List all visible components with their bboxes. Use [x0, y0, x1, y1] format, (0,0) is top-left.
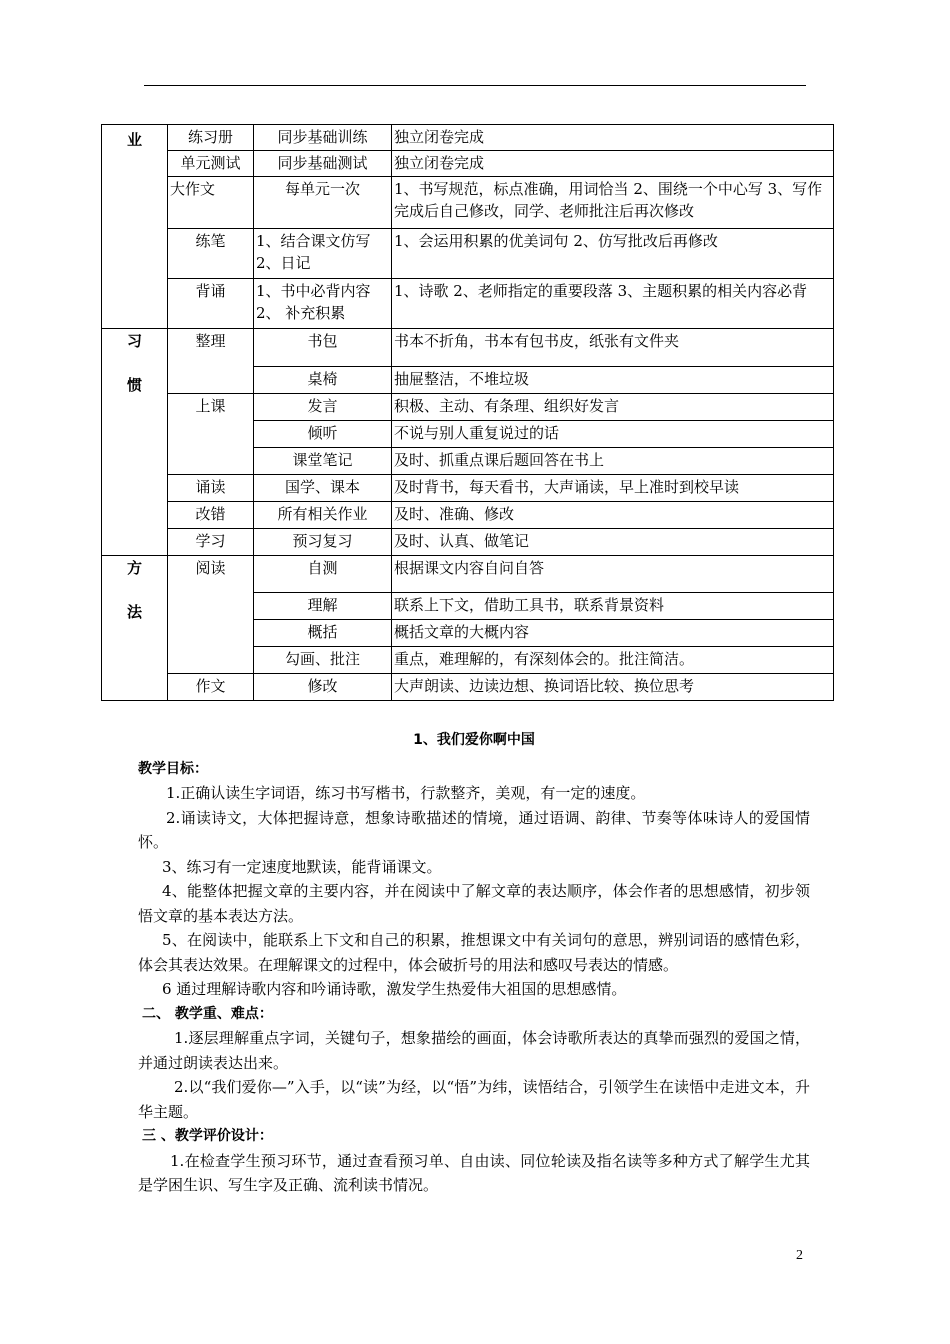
- table-cell: 倾听: [254, 421, 392, 448]
- section-char: 业: [126, 131, 142, 149]
- key-points-heading: 二、 教学重、难点：: [142, 1005, 273, 1022]
- goal-item: 4、能整体把握文章的主要内容，并在阅读中了解文章的表达顺序，体会作者的思想感情，初步领悟文章的基本表达方法。: [138, 882, 810, 925]
- goal-item: 6 通过理解诗歌内容和吟诵诗歌，激发学生热爱伟大祖国的思想感情。: [162, 980, 627, 998]
- table-cell: 修改: [254, 674, 392, 701]
- table-cell: 抽屉整洁，不堆垃圾: [392, 367, 834, 394]
- section-label-homework: [102, 125, 168, 329]
- table-cell: 及时、准确、修改: [392, 502, 834, 529]
- table-row: [102, 151, 834, 177]
- table-cell: 整理: [168, 329, 254, 394]
- header-rule: [144, 85, 806, 86]
- table-cell: 课堂笔记: [254, 448, 392, 475]
- table-cell: 及时、抓重点课后题回答在书上: [392, 448, 834, 475]
- table-cell: 学习: [168, 529, 254, 556]
- table-row: [102, 529, 834, 556]
- table-cell: 单元测试: [168, 151, 254, 177]
- table-cell: 上课: [168, 394, 254, 475]
- page-number: 2: [796, 1248, 803, 1263]
- table-cell: 大声朗读、边读边想、换词语比较、换位思考: [392, 674, 834, 701]
- table-cell: 阅读: [168, 556, 254, 674]
- table-row: [102, 125, 834, 151]
- table-cell: 概括文章的大概内容: [392, 620, 834, 647]
- table-cell: 概括: [254, 620, 392, 647]
- evaluation-heading: 三 、教学评价设计：: [142, 1128, 273, 1144]
- table-cell: 发言: [254, 394, 392, 421]
- table-cell: 所有相关作业: [254, 502, 392, 529]
- table-cell: 书本不折角，书本有包书皮，纸张有文件夹: [392, 329, 834, 367]
- table-row: [102, 229, 834, 279]
- key-point-item: 2.以“我们爱你—”入手，以“读”为经，以“悟”为纬，读悟结合，引领学生在读悟中走进文本，升华主题。: [138, 1078, 810, 1121]
- table-cell: 独立闭卷完成: [392, 125, 834, 151]
- table-cell: 及时、认真、做笔记: [392, 529, 834, 556]
- table-cell: 诵读: [168, 475, 254, 502]
- lesson-plan: [138, 728, 810, 1198]
- table-row: [102, 329, 834, 367]
- table-cell: 改错: [168, 502, 254, 529]
- table-cell: 1、结合课文仿写 2、日记: [254, 229, 392, 279]
- table-cell: 1、书写规范，标点准确，用词恰当 2、围绕一个中心写 3、写作完成后自己修改，同学、老师批注后再次修改: [392, 177, 834, 229]
- section-char: 法: [126, 603, 142, 621]
- table-cell: 勾画、批注: [254, 647, 392, 674]
- key-point-item: 1.逐层理解重点字词，关键句子，想象描绘的画面，体会诗歌所表达的真挚而强烈的爱国之情，并通过朗读表达出来。: [138, 1029, 810, 1072]
- table-cell: 根据课文内容自问自答: [392, 556, 834, 593]
- table-cell: 同步基础测试: [254, 151, 392, 177]
- section-char: 方: [126, 559, 142, 577]
- table-cell: 联系上下文，借助工具书，联系背景资料: [392, 593, 834, 620]
- table-cell: 积极、主动、有条理、组织好发言: [392, 394, 834, 421]
- table-cell: 作文: [168, 674, 254, 701]
- table-cell: 1、会运用积累的优美词句 2、仿写批改后再修改: [392, 229, 834, 279]
- table-cell: 练笔: [168, 229, 254, 279]
- section-char: 习: [126, 332, 142, 350]
- lesson-title: 1、我们爱你啊中国: [413, 732, 535, 748]
- table-row: [102, 475, 834, 502]
- goal-item: 2.诵读诗文，大体把握诗意，想象诗歌描述的情境，通过语调、韵律、节奏等体味诗人的爱国情怀。: [138, 808, 810, 851]
- goal-item: 1.正确认读生字词语，练习书写楷书，行款整齐，美观，有一定的速度。: [166, 784, 646, 802]
- table-cell: 每单元一次: [254, 177, 392, 229]
- table-row: [102, 674, 834, 701]
- table-cell: 不说与别人重复说过的话: [392, 421, 834, 448]
- evaluation-item: 1.在检查学生预习环节，通过查看预习单、自由读、同位轮读及指名读等多种方式了解学生尤其是学困生识、写生字及正确、流利读书情况。: [138, 1151, 810, 1194]
- table-cell: 大作文: [168, 177, 254, 229]
- goal-item: 3、练习有一定速度地默读，能背诵课文。: [162, 857, 442, 876]
- table-cell: 1、诗歌 2、老师指定的重要段落 3、主题积累的相关内容必背: [392, 279, 834, 329]
- table-row: [102, 279, 834, 329]
- habits-table: [101, 124, 834, 701]
- table-cell: 预习复习: [254, 529, 392, 556]
- table-cell: 1、书中必背内容 2、 补充积累: [254, 279, 392, 329]
- table-row: [102, 177, 834, 229]
- table-cell: 国学、课本: [254, 475, 392, 502]
- table-cell: 重点，难理解的，有深刻体会的。批注简洁。: [392, 647, 834, 674]
- table-cell: 练习册: [168, 125, 254, 151]
- section-label-habits: [102, 329, 168, 556]
- goal-item: 5、在阅读中，能联系上下文和自己的积累，推想课文中有关词句的意思，辨别词语的感情色彩，体会其表达效果。在理解课文的过程中，体会破折号的用法和感叹号表达的情感。: [138, 931, 810, 974]
- section-label-methods: [102, 556, 168, 701]
- table-row: [102, 394, 834, 421]
- table-cell: 自测: [254, 556, 392, 593]
- section-char: 惯: [126, 376, 142, 394]
- table-cell: 书包: [254, 329, 392, 367]
- table-row: [102, 502, 834, 529]
- goals-heading: 教学目标：: [138, 760, 208, 777]
- table-cell: 及时背书，每天看书，大声诵读，早上准时到校早读: [392, 475, 834, 502]
- table-cell: 桌椅: [254, 367, 392, 394]
- table-cell: 独立闭卷完成: [392, 151, 834, 177]
- table-cell: 同步基础训练: [254, 125, 392, 151]
- table-cell: 背诵: [168, 279, 254, 329]
- table-cell: 理解: [254, 593, 392, 620]
- table-row: [102, 556, 834, 593]
